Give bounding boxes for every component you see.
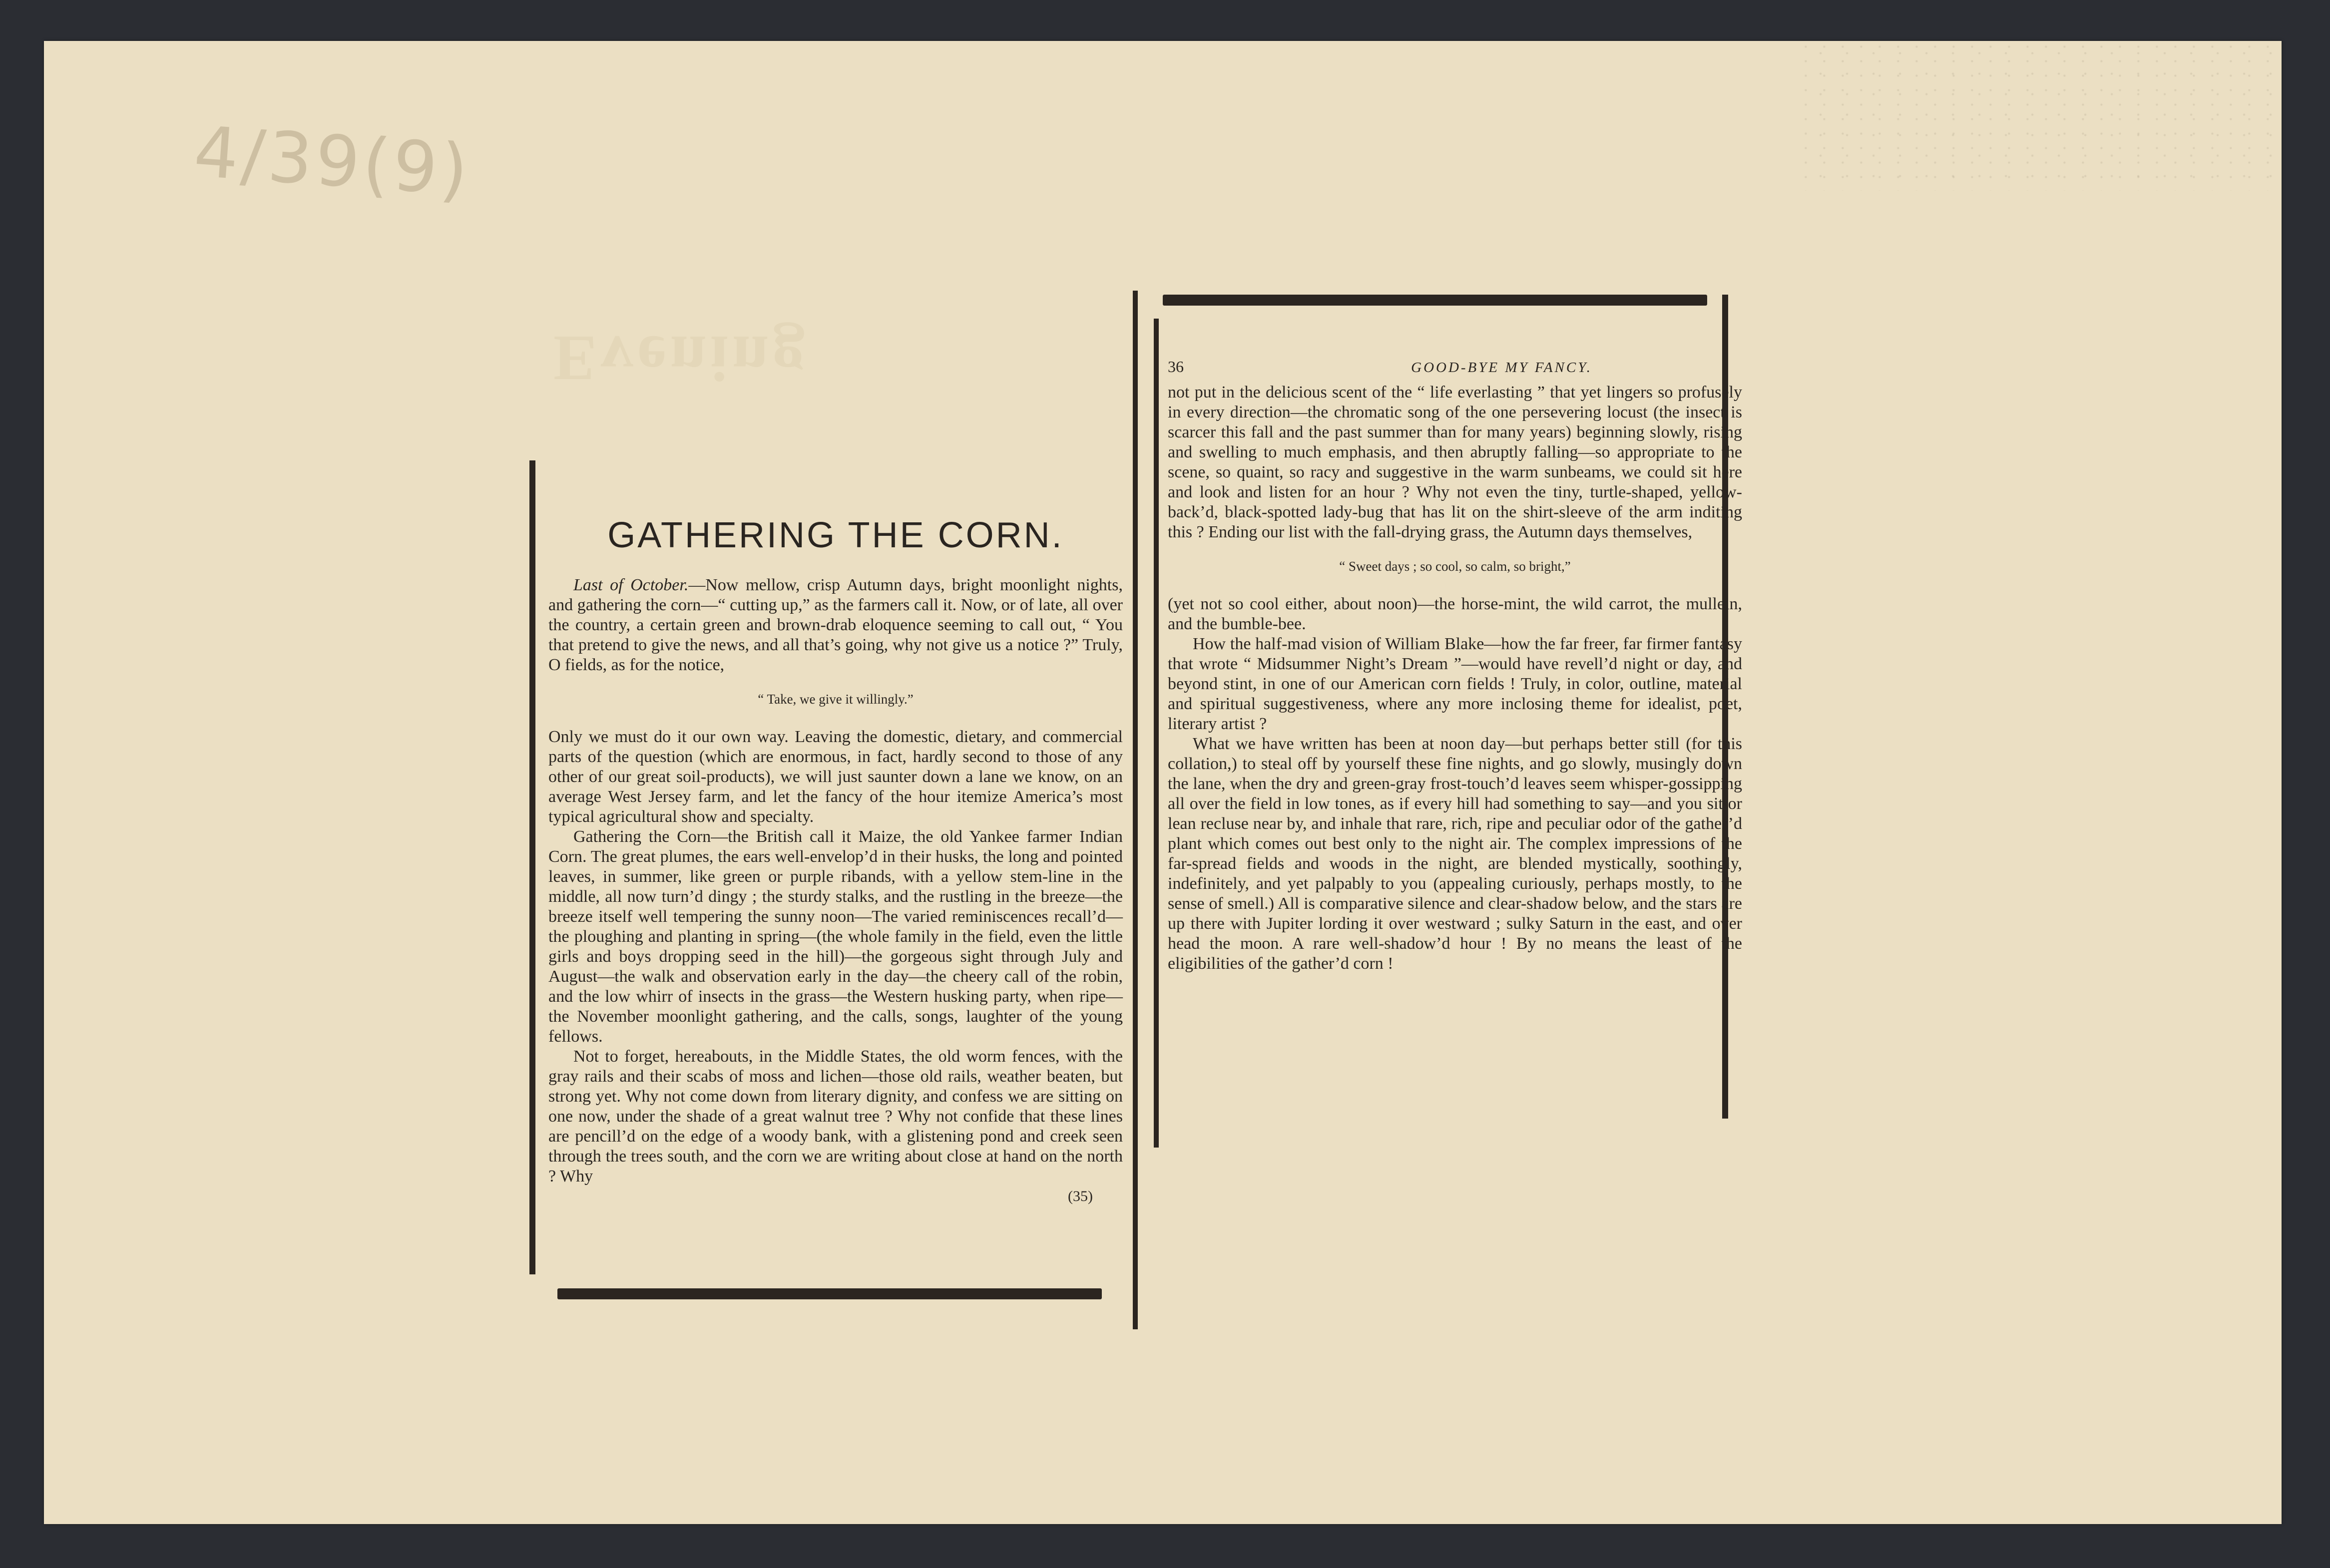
- paragraph-2: Only we must do it our own way. Leaving the domestic, dietary, and commercial parts of the question (which are enormous, in fact, hardly second to those of any other of our great soil-products), we will just saunter down a lane we know, on an average West Jersey farm, and let the fancy of the hour itemize America’s most typical agricultural show and specialty.: [548, 728, 1123, 826]
- right-page-clipping: [1168, 331, 1742, 1155]
- running-head: GOOD-BYE MY FANCY.: [1411, 360, 1592, 376]
- paragraph-4: What we have written has been at noon day—but perhaps better still (for this collation,) to steal off by yourself these fine nights, and go slowly, musingly down the lane, when the dry and green-gray frost-touch’d leaves seem whisper-gossipping all over the field in low tones, as if every hill had something to say—and you sit or lean recluse near by, and inhale that rare, rich, ripe and peculiar odor of the gather’d plant which comes out best only to the night air. The complex impressions of the far-spread fields and woods in the night, are blended mystically, soothingly, indefinitely, and yet palpably to you (appealing curiously, perhaps mostly, to the sense of smell.) All is comparative silence and clear-shadow below, and the stars are up there with Jupiter lording it over westward ; sulky Saturn in the east, and over head the moon. A rare well-shadow’d hour ! By no means the least of the eligibilities of the gather’d corn !: [1168, 735, 1742, 973]
- right-clipping-border-top: [1163, 295, 1707, 306]
- paragraph-3: Gathering the Corn—the British call it Maize, the old Yankee farmer Indian Corn. The great plumes, the ears well-envelop’d in their husks, the long and pointed leaves, in summer, like green or purple ribands, with a yellow stem-line in the middle, all now turn’d dingy ; the sturdy stalks, and the rustling in the breeze—the breeze itself well tempering the sunny noon—The varied reminiscences recall’d—the ploughing and planting in spring—(the whole family in the field, even the little girls and boys dropping seed in the hill)—the gorgeous sight through July and August—the walk and observation early in the day—the cheery call of the robin, and the low whirr of insects in the grass—the Western husking party, when ripe—the November moonlight gathering, and the calls, songs, laughter of the young fellows.: [548, 827, 1123, 1046]
- epigraph-quote: “ Sweet days ; so cool, so calm, so bright,”: [1339, 559, 1571, 574]
- paragraph-2: (yet not so cool either, about noon)—the horse-mint, the wild carrot, the mullein, and the bumble-bee.: [1168, 595, 1742, 633]
- paragraph-1-text: —Now mellow, crisp Autumn days, bright moonlight nights, and gathering the corn—“ cutting up,” as the farmers call it. Now, or of late, all over the country, a certain green and brown-drab eloquence seeming to call out, “ You that pretend to give the news, and all that’s going, why not give us a notice ?” Truly, O fields, as for the notice,: [548, 576, 1123, 674]
- paragraph-1: [548, 575, 1123, 675]
- paragraph-3: How the half-mad vision of William Blake—how the far freer, far firmer fantasy that wrote “ Midsummer Night’s Dream ”—would have revell’d night or day, and beyond stint, in one of our American corn fields ! Truly, in color, outline, material and spiritual suggestiveness, where any more inclosing theme for idealist, poet, literary artist ?: [1168, 635, 1742, 733]
- paragraph-1: not put in the delicious scent of the “ life everlasting ” that yet lingers so profusely in every direction—the chromatic song of the one persevering locust (the insect is scarcer this fall and the past summer than for many years) beginning slowly, rising and swelling to much emphasis, and then abruptly falling—so appropriate to the scene, so quaint, so racy and suggestive in the warm sunbeams, we could sit here and look and listen for an hour ? Why not even the tiny, turtle-shaped, yellow-back’d, black-spotted lady-bug that has lit on the shirt-sleeve of the arm inditing this ? Ending our list with the fall-drying grass, the Autumn days themselves,: [1168, 383, 1742, 541]
- article-title: GATHERING THE CORN.: [607, 515, 1064, 555]
- paragraph-4: Not to forget, hereabouts, in the Middle States, the old worm fences, with the gray rails and their scabs of moss and lichen—those old rails, weather beaten, but strong yet. Why not come down from literary dignity, and confess we are sitting on one now, under the shade of a great walnut tree ? Why not confide that these lines are pencill’d on the edge of a woody bank, with a glistening pond and creek seen through the trees south, and the corn we are writing about close at hand on the north ? Why: [548, 1047, 1123, 1185]
- epigraph-quote: “ Take, we give it willingly.”: [758, 692, 914, 707]
- left-page-clipping: [548, 500, 1123, 1324]
- left-clipping-border-left: [529, 460, 535, 1274]
- pencil-annotation: 4/39(9): [191, 111, 473, 212]
- mounting-sheet: [44, 41, 2282, 1524]
- page-folio: (35): [1068, 1188, 1093, 1204]
- lead-date: Last of October.: [573, 576, 689, 594]
- page-header: [1168, 357, 1742, 378]
- right-clipping-border-left: [1154, 319, 1159, 1148]
- paper-stain: [1802, 41, 2282, 191]
- bleed-through-heading: Evening: [553, 322, 809, 394]
- page-number: 36: [1168, 358, 1184, 376]
- left-clipping-border-right: [1133, 291, 1138, 1329]
